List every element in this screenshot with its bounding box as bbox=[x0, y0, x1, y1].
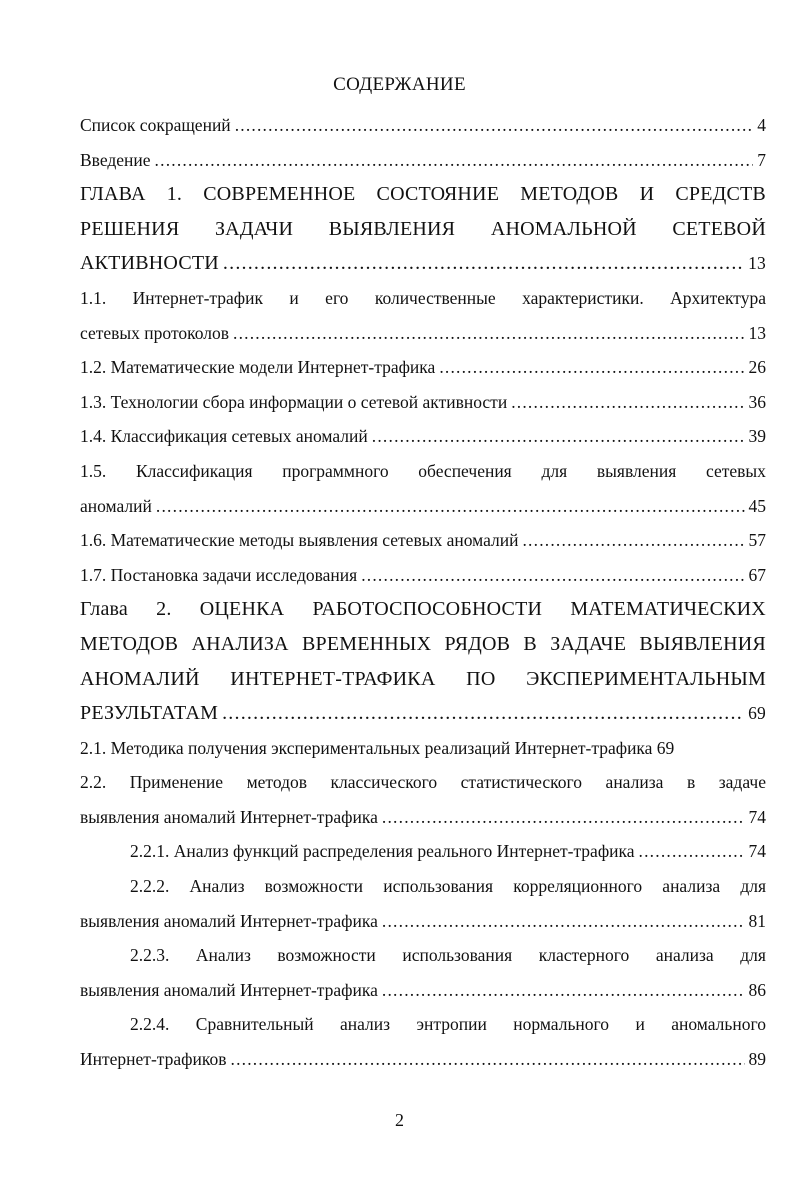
toc-page-number: 13 bbox=[748, 322, 766, 343]
toc-word: Сравнительный bbox=[195, 1014, 314, 1035]
toc-page-number: 67 bbox=[748, 564, 766, 585]
toc-word: 2. bbox=[156, 598, 172, 621]
toc-word: ПО bbox=[466, 667, 496, 690]
toc-word: аномального bbox=[671, 1014, 766, 1035]
toc-leader bbox=[361, 558, 744, 593]
toc-entry-text: 1.7. Постановка задачи исследования bbox=[80, 564, 358, 585]
toc-leader bbox=[511, 385, 744, 420]
toc-section-1-6[interactable] bbox=[80, 523, 766, 558]
toc-leader bbox=[382, 904, 745, 939]
table-of-contents bbox=[80, 108, 766, 1077]
toc-word: 2.2. bbox=[80, 772, 107, 793]
toc-word: нормального bbox=[513, 1014, 610, 1035]
toc-word: И bbox=[639, 183, 655, 206]
toc-word: методов bbox=[246, 772, 307, 793]
toc-entry-abbreviations[interactable] bbox=[80, 108, 766, 143]
toc-page-number: 36 bbox=[748, 391, 766, 412]
toc-entry-text: Введение bbox=[80, 149, 151, 170]
toc-section-1-2[interactable] bbox=[80, 350, 766, 385]
toc-word: СОСТОЯНИЕ bbox=[376, 183, 500, 206]
toc-word: выявления bbox=[596, 460, 677, 481]
toc-word: Применение bbox=[129, 772, 224, 793]
toc-word: МАТЕМАТИЧЕСКИХ bbox=[570, 598, 766, 621]
toc-word: АНОМАЛЬНОЙ bbox=[490, 217, 637, 240]
toc-entry-text: 2.1. Методика получения экспериментальных реализаций Интернет-трафика 69 bbox=[80, 737, 675, 758]
toc-page-number: 39 bbox=[748, 426, 766, 447]
toc-word: 1. bbox=[166, 183, 183, 206]
toc-entry-text: РЕЗУЛЬТАТАМ bbox=[80, 702, 219, 725]
toc-word: СЕТЕВОЙ bbox=[672, 217, 766, 240]
toc-word: 1.1. bbox=[80, 287, 107, 308]
toc-word: корреляционного bbox=[513, 876, 643, 897]
toc-word: возможности bbox=[277, 945, 376, 966]
toc-word: ВЫЯВЛЕНИЯ bbox=[328, 217, 456, 240]
toc-word: СОВРЕМЕННОЕ bbox=[203, 183, 356, 206]
toc-word: для bbox=[740, 945, 766, 966]
toc-word: характеристики. bbox=[522, 287, 644, 308]
toc-leader bbox=[382, 800, 745, 835]
toc-subsection-2-2-3-line-1[interactable] bbox=[80, 938, 766, 973]
toc-subsection-2-2-4-last[interactable] bbox=[80, 1042, 766, 1077]
toc-subsection-2-2-1[interactable] bbox=[80, 834, 766, 869]
toc-word: анализа bbox=[605, 772, 664, 793]
toc-leader bbox=[155, 143, 754, 178]
toc-word: ГЛАВА bbox=[80, 183, 146, 206]
toc-word: и bbox=[289, 287, 299, 308]
toc-title: СОДЕРЖАНИЕ bbox=[333, 74, 466, 95]
toc-word: ВРЕМЕННЫХ bbox=[301, 632, 432, 655]
toc-word: задаче bbox=[718, 772, 766, 793]
toc-section-1-5-line-1[interactable] bbox=[80, 454, 766, 489]
toc-word: Классификация bbox=[135, 460, 253, 481]
toc-subsection-2-2-4-line-1[interactable] bbox=[80, 1007, 766, 1042]
toc-leader bbox=[639, 834, 745, 869]
toc-entry-text: сетевых протоколов bbox=[80, 322, 229, 343]
toc-word: классического bbox=[330, 772, 438, 793]
toc-word: ЭКСПЕРИМЕНТАЛЬНЫМ bbox=[526, 667, 766, 690]
toc-leader bbox=[382, 973, 745, 1008]
toc-leader bbox=[233, 316, 745, 351]
toc-chapter-1-last[interactable] bbox=[80, 246, 766, 281]
toc-page-number: 26 bbox=[748, 357, 766, 378]
toc-section-1-4[interactable] bbox=[80, 419, 766, 454]
toc-page-number: 86 bbox=[748, 979, 766, 1000]
toc-section-2-2-line-1[interactable] bbox=[80, 765, 766, 800]
toc-word: В bbox=[523, 632, 537, 655]
toc-leader bbox=[231, 1042, 745, 1077]
toc-entry-text: Интернет-трафиков bbox=[80, 1049, 227, 1070]
toc-page-number: 4 bbox=[757, 115, 766, 135]
toc-section-2-1[interactable] bbox=[80, 731, 766, 766]
toc-word: его bbox=[325, 287, 349, 308]
toc-entry-text: АКТИВНОСТИ bbox=[80, 252, 219, 275]
toc-page-number: 81 bbox=[748, 910, 766, 931]
toc-word: МЕТОДОВ bbox=[80, 632, 179, 655]
toc-section-1-1-last[interactable] bbox=[80, 316, 766, 351]
toc-word: статистического bbox=[460, 772, 582, 793]
toc-page-number: 45 bbox=[748, 495, 766, 516]
toc-word: 1.5. bbox=[80, 460, 107, 481]
toc-word: кластерного bbox=[538, 945, 630, 966]
toc-entry-text: 1.3. Технологии сбора информации о сетевой активности bbox=[80, 391, 508, 412]
toc-word: обеспечения bbox=[418, 460, 512, 481]
toc-section-1-1-line-1[interactable] bbox=[80, 281, 766, 316]
toc-entry-text: 2.2.1. Анализ функций распределения реального Интернет-трафика bbox=[130, 841, 635, 862]
page-number: 2 bbox=[395, 1110, 404, 1130]
toc-leader bbox=[222, 696, 744, 731]
toc-chapter-1-line-1[interactable] bbox=[80, 177, 766, 212]
toc-word: АНАЛИЗА bbox=[191, 632, 289, 655]
toc-word: ОЦЕНКА bbox=[199, 598, 285, 621]
toc-word: МЕТОДОВ bbox=[520, 183, 619, 206]
toc-page-number: 13 bbox=[748, 253, 766, 274]
toc-section-2-2-last[interactable] bbox=[80, 800, 766, 835]
toc-word: Анализ bbox=[189, 876, 245, 897]
toc-word: АНОМАЛИЙ bbox=[80, 667, 200, 690]
toc-word: для bbox=[541, 460, 568, 481]
toc-word: ИНТЕРНЕТ-ТРАФИКА bbox=[230, 667, 436, 690]
toc-word: количественные bbox=[374, 287, 496, 308]
toc-word: 2.2.2. bbox=[130, 876, 170, 897]
toc-word: Интернет-трафик bbox=[132, 287, 264, 308]
toc-word: 2.2.3. bbox=[130, 945, 170, 966]
toc-word: 2.2.4. bbox=[130, 1014, 170, 1035]
toc-leader bbox=[439, 350, 744, 385]
toc-entry-text: аномалий bbox=[80, 495, 152, 516]
toc-page-number: 74 bbox=[748, 806, 766, 827]
toc-word: ЗАДАЧЕ bbox=[550, 632, 627, 655]
toc-entry-text: выявления аномалий Интернет-трафика bbox=[80, 979, 378, 1000]
toc-word: Анализ bbox=[195, 945, 251, 966]
toc-word: и bbox=[635, 1014, 645, 1035]
toc-word: использования bbox=[402, 945, 513, 966]
toc-page-number: 89 bbox=[748, 1049, 766, 1070]
toc-word: сетевых bbox=[705, 460, 766, 481]
toc-leader bbox=[522, 523, 744, 558]
toc-word: ЗАДАЧИ bbox=[214, 217, 294, 240]
toc-chapter-1-line-2[interactable] bbox=[80, 212, 766, 247]
toc-section-1-3[interactable] bbox=[80, 385, 766, 420]
toc-chapter-2-line-1[interactable] bbox=[80, 592, 766, 627]
toc-word: Глава bbox=[80, 598, 128, 621]
toc-subsection-2-2-2-last[interactable] bbox=[80, 904, 766, 939]
toc-word: возможности bbox=[264, 876, 364, 897]
toc-page-number: 7 bbox=[757, 149, 766, 170]
toc-word: программного bbox=[282, 460, 389, 481]
toc-chapter-2-line-3[interactable] bbox=[80, 662, 766, 697]
toc-word: энтропии bbox=[416, 1014, 487, 1035]
toc-entry-text: выявления аномалий Интернет-трафика bbox=[80, 910, 378, 931]
toc-entry-text: выявления аномалий Интернет-трафика bbox=[80, 806, 378, 827]
toc-word: анализа bbox=[662, 876, 721, 897]
toc-word: анализ bbox=[340, 1014, 391, 1035]
toc-word: ВЫЯВЛЕНИЯ bbox=[639, 632, 766, 655]
toc-word: РЯДОВ bbox=[444, 632, 511, 655]
toc-leader bbox=[156, 489, 745, 524]
toc-section-1-5-last[interactable] bbox=[80, 489, 766, 524]
toc-word: анализа bbox=[655, 945, 714, 966]
toc-word: Архитектура bbox=[670, 287, 766, 308]
toc-word: СРЕДСТВ bbox=[675, 183, 766, 206]
toc-leader bbox=[235, 108, 754, 143]
toc-word: использования bbox=[383, 876, 494, 897]
toc-page-number: 74 bbox=[748, 841, 766, 862]
toc-section-1-7[interactable] bbox=[80, 558, 766, 593]
toc-word: РАБОТОСПОСОБНОСТИ bbox=[312, 598, 543, 621]
toc-page-number: 69 bbox=[748, 703, 766, 724]
toc-word: для bbox=[740, 876, 766, 897]
toc-subsection-2-2-3-last[interactable] bbox=[80, 973, 766, 1008]
toc-page-number: 57 bbox=[748, 530, 766, 551]
toc-word: в bbox=[686, 772, 696, 793]
toc-entry-text: 1.6. Математические методы выявления сетевых аномалий bbox=[80, 530, 519, 551]
toc-leader bbox=[223, 246, 744, 281]
toc-chapter-2-line-2[interactable] bbox=[80, 627, 766, 662]
toc-entry-text: Список сокращений bbox=[80, 115, 231, 135]
toc-word: РЕШЕНИЯ bbox=[80, 217, 180, 240]
toc-entry-text: 1.4. Классификация сетевых аномалий bbox=[80, 426, 368, 447]
toc-leader bbox=[372, 419, 745, 454]
toc-subsection-2-2-2-line-1[interactable] bbox=[80, 869, 766, 904]
toc-chapter-2-last[interactable] bbox=[80, 696, 766, 731]
toc-entry-introduction[interactable] bbox=[80, 143, 766, 178]
toc-entry-text: 1.2. Математические модели Интернет-трафика bbox=[80, 357, 436, 378]
